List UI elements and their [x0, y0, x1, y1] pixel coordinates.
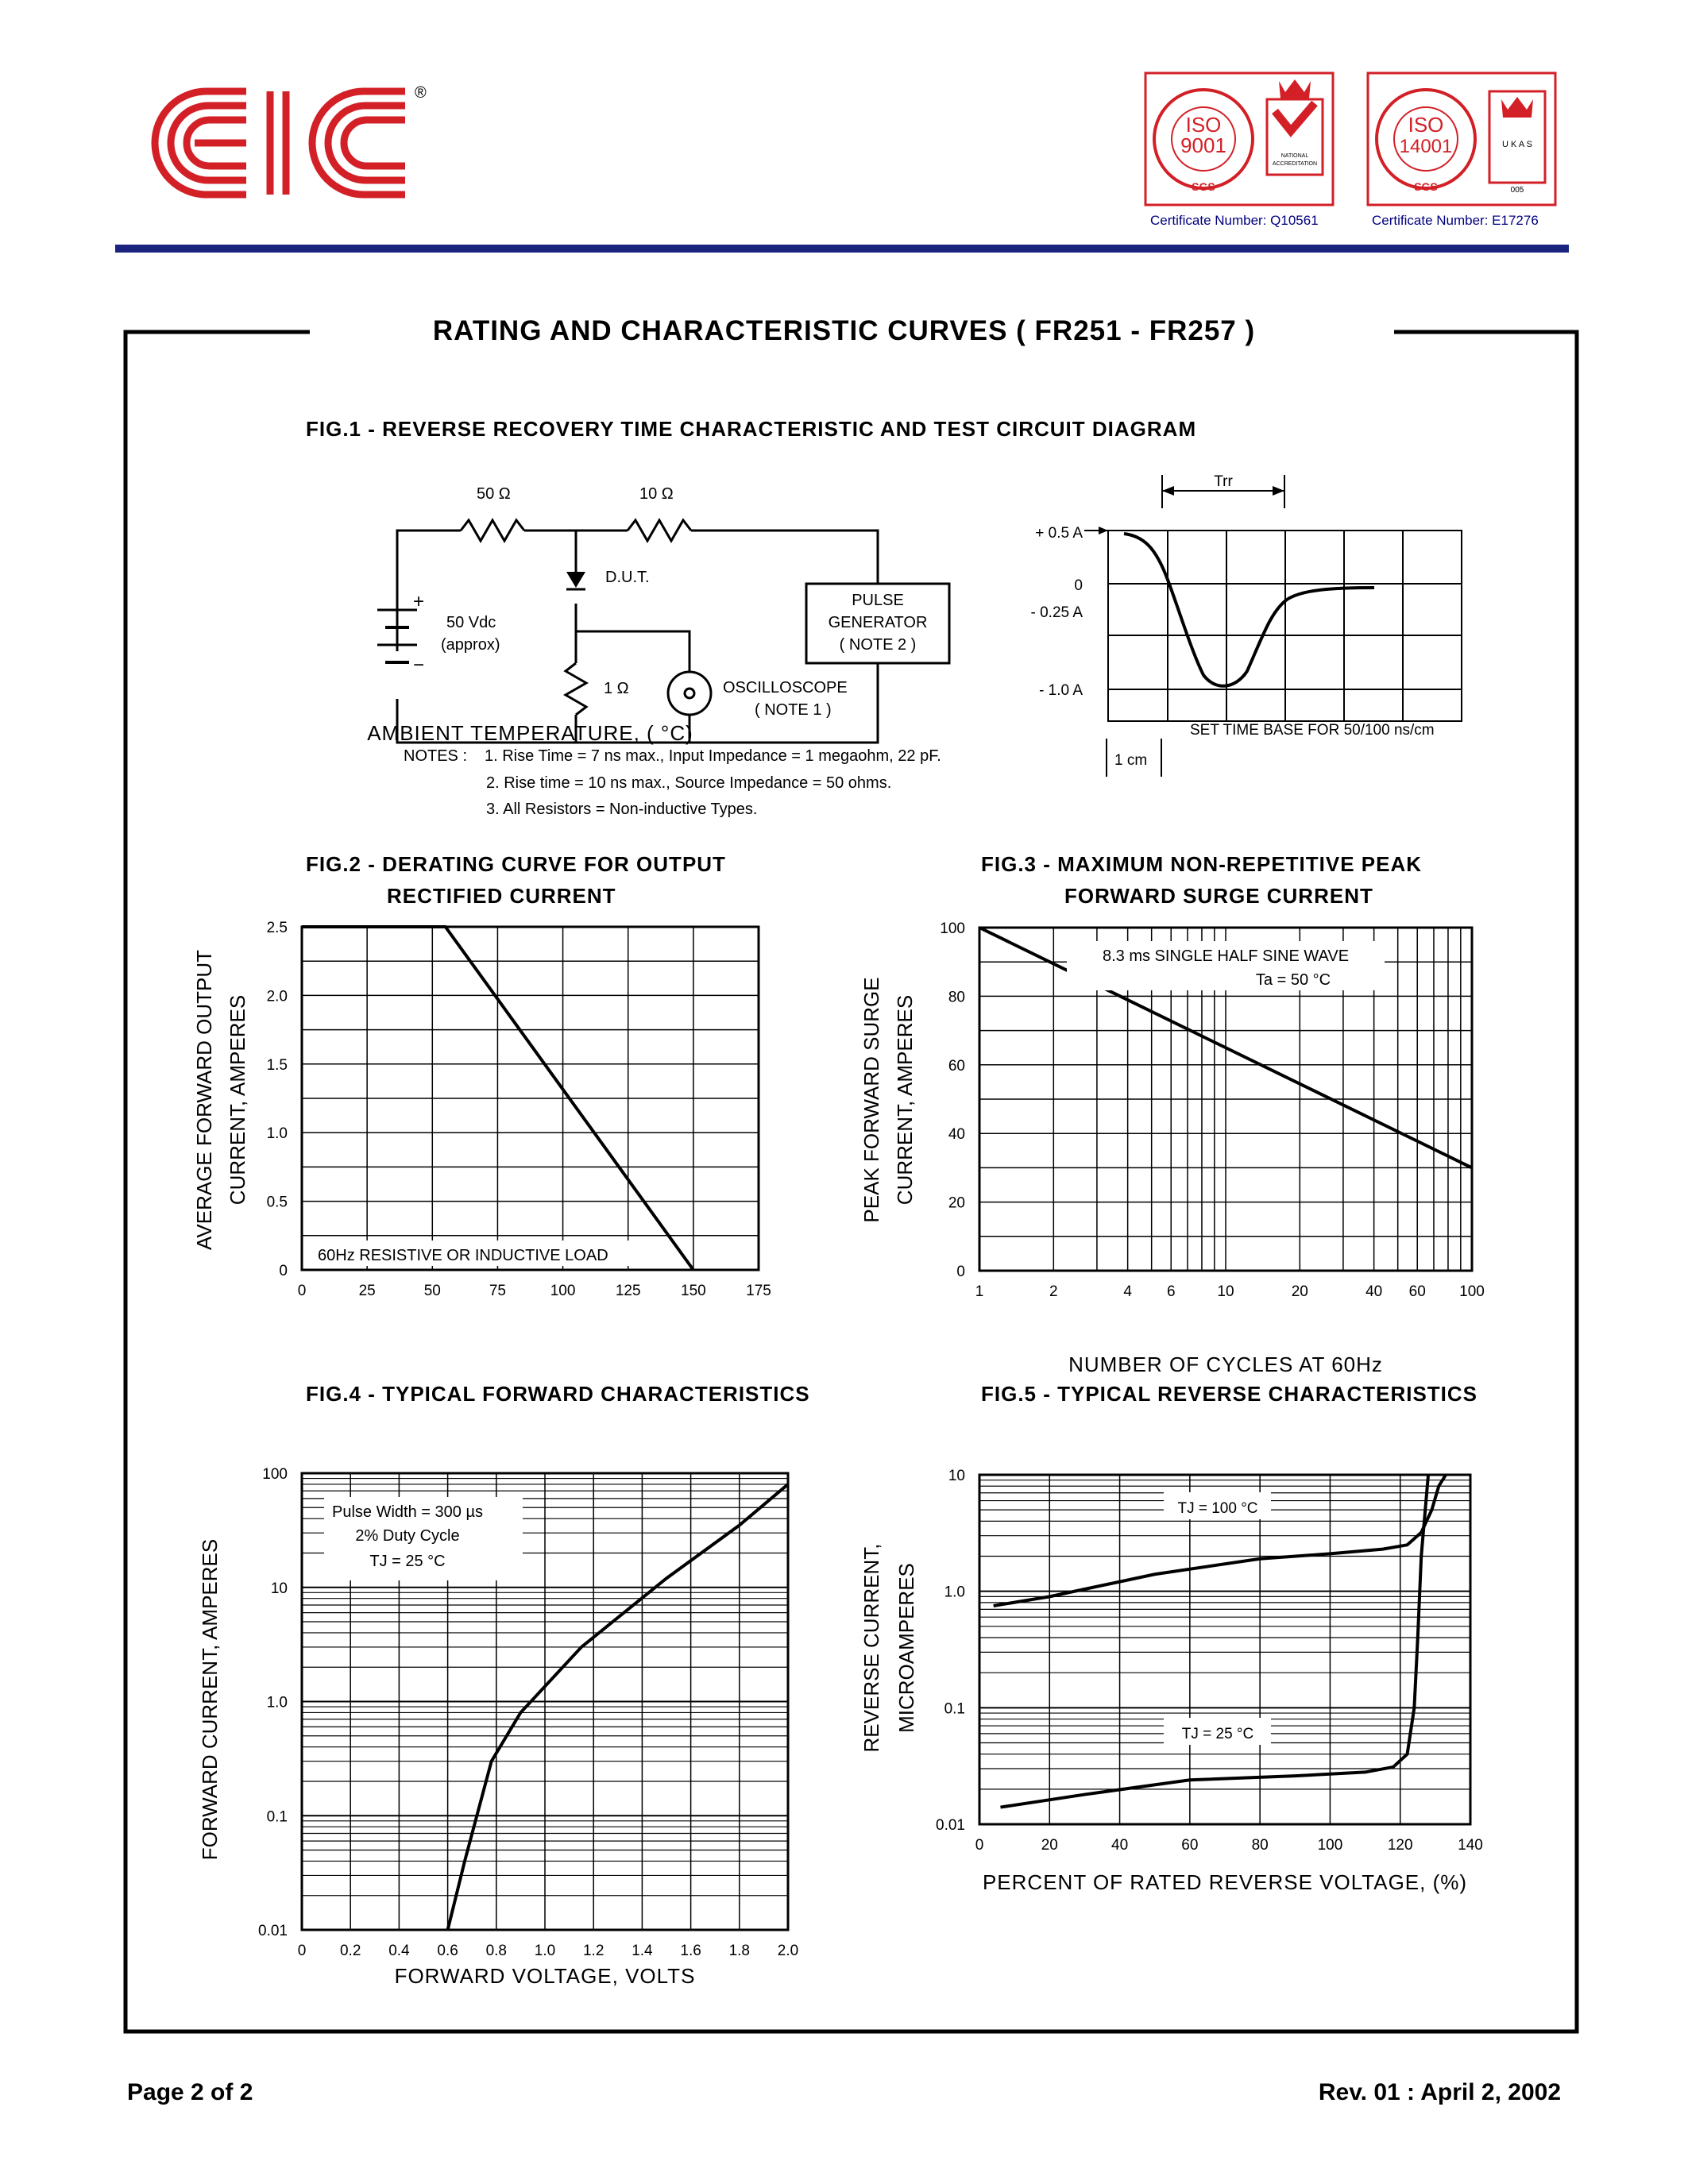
fig4-annotation: 2% Duty Cycle — [355, 1527, 460, 1545]
fig4-x-tick-label: 1.4 — [632, 1943, 653, 1959]
fig3-y-tick-label: 80 — [948, 989, 965, 1006]
fig4-x-tick-label: 1.8 — [728, 1943, 751, 1959]
page-title: RATING AND CHARACTERISTIC CURVES ( FR251 - FR257 ) — [432, 315, 1256, 346]
fig5-series-label: TJ = 100 °C — [1177, 1500, 1258, 1517]
fig2-y-tick-label: 2.5 — [266, 920, 288, 936]
trr-label: Trr — [1214, 473, 1233, 490]
fig3-y-tick-label: 100 — [940, 920, 965, 937]
fig3-x-tick-label: 100 — [1459, 1283, 1485, 1300]
fig4-y-tick-label: 1.0 — [266, 1694, 288, 1711]
sgs-label: SGS — [1414, 180, 1438, 193]
fig3-y-tick-label: 60 — [948, 1057, 965, 1075]
fig4-x-tick-label: 0.6 — [437, 1943, 458, 1959]
fig3-y-tick-label: 40 — [948, 1126, 965, 1144]
fig5-y-tick-label: 1.0 — [944, 1584, 965, 1601]
notes-label: NOTES : — [404, 747, 468, 765]
sgs-label: SGS — [1192, 180, 1215, 193]
fig4-x-tick-label: 1.2 — [582, 1943, 605, 1959]
fig3-title-line2: FORWARD SURGE CURRENT — [1064, 884, 1373, 908]
fig5-x-axis-label: PERCENT OF RATED REVERSE VOLTAGE, (%) — [982, 1870, 1468, 1894]
plus-sign: + — [413, 591, 425, 612]
wave-label-pos: + 0.5 A — [1035, 525, 1083, 542]
fig3-annotation: Ta = 50 °C — [1255, 971, 1331, 989]
fig2-y-tick-label: 0.5 — [266, 1194, 288, 1211]
fig4-annotation: Pulse Width = 300 µs — [332, 1503, 483, 1521]
fig2-annotation: 60Hz RESISTIVE OR INDUCTIVE LOAD — [318, 1247, 608, 1264]
svg-text:U K A S: U K A S — [1502, 140, 1532, 149]
fig5-y-tick-label: 0.01 — [936, 1817, 965, 1834]
r1-label: 50 Ω — [477, 485, 511, 503]
cm-label: 1 cm — [1114, 752, 1148, 769]
wave-label-zero: 0 — [1074, 577, 1083, 594]
fig2-y-tick-label: 0 — [279, 1263, 288, 1279]
fig4-y-tick-label: 0.1 — [266, 1808, 288, 1826]
note-1: 1. Rise Time = 7 ns max., Input Impedance = 1 megaohm, 22 pF. — [485, 747, 941, 765]
battery-approx: (approx) — [441, 636, 500, 654]
timebase-label: SET TIME BASE FOR 50/100 ns/cm — [1190, 722, 1435, 739]
fig5-x-tick-label: 80 — [1251, 1837, 1269, 1854]
iso-label: ISO — [1408, 113, 1444, 137]
fig2-y-axis-label: CURRENT, AMPERES — [226, 994, 249, 1206]
fig3-y-tick-label: 0 — [956, 1264, 965, 1280]
fig3-x-tick-label: 4 — [1123, 1283, 1132, 1300]
fig3-x-tick-label: 20 — [1291, 1283, 1308, 1300]
fig5-y-axis-label: MICROAMPERES — [894, 1563, 918, 1733]
fig2-x-tick-label: 125 — [615, 1283, 641, 1299]
certificate-number-left: Certificate Number: Q10561 — [1150, 213, 1319, 228]
page-number: Page 2 of 2 — [127, 2079, 253, 2105]
wave-label-neg025: - 0.25 A — [1030, 604, 1083, 621]
fig5-series-label: TJ = 25 °C — [1181, 1726, 1254, 1742]
fig2-y-tick-label: 1.0 — [266, 1125, 288, 1143]
fig5-x-tick-label: 100 — [1317, 1837, 1343, 1854]
registered-mark: ® — [415, 84, 427, 102]
fig5-x-tick-label: 0 — [975, 1837, 984, 1854]
fig4-x-tick-label: 1.0 — [534, 1943, 556, 1959]
iso-label: ISO — [1185, 113, 1222, 137]
fig2-x-tick-label: 50 — [423, 1283, 441, 1299]
fig3-x-tick-label: 2 — [1049, 1283, 1058, 1300]
fig3-y-axis-label: CURRENT, AMPERES — [893, 994, 917, 1206]
fig3-x-tick-label: 40 — [1365, 1283, 1383, 1300]
pulse-label: PULSE — [852, 592, 904, 609]
fig4-y-tick-label: 0.01 — [258, 1923, 288, 1939]
note-3: 3. All Resistors = Non-inductive Types. — [486, 801, 758, 818]
fig2-x-tick-label: 175 — [746, 1283, 771, 1299]
fig4-x-tick-label: 1.6 — [680, 1943, 701, 1959]
fig2-y-tick-label: 2.0 — [266, 988, 288, 1005]
fig3-x-tick-label: 10 — [1217, 1283, 1234, 1300]
fig5-y-tick-label: 10 — [948, 1468, 965, 1484]
fig3-y-tick-label: 20 — [948, 1194, 965, 1212]
svg-text:ACCREDITATION: ACCREDITATION — [1272, 161, 1318, 167]
fig3-x-axis-label: NUMBER OF CYCLES AT 60Hz — [1068, 1352, 1383, 1376]
note-2: 2. Rise time = 10 ns max., Source Impedance = 50 ohms. — [486, 774, 892, 792]
fig1-title: FIG.1 - REVERSE RECOVERY TIME CHARACTERISTIC AND TEST CIRCUIT DIAGRAM — [306, 417, 1197, 441]
oscilloscope-label: OSCILLOSCOPE — [723, 679, 848, 696]
fig3-x-tick-label: 6 — [1166, 1283, 1176, 1300]
fig4-x-axis-label: FORWARD VOLTAGE, VOLTS — [394, 1964, 696, 1988]
fig2-y-tick-label: 1.5 — [266, 1056, 288, 1074]
fig5-x-tick-label: 20 — [1041, 1837, 1058, 1854]
fig4-x-tick-label: 0.4 — [388, 1943, 410, 1959]
fig4-annotation: TJ = 25 °C — [369, 1553, 446, 1570]
revision-date: Rev. 01 : April 2, 2002 — [1318, 2079, 1561, 2105]
r3-label: 1 Ω — [604, 680, 629, 697]
note1-ref: ( NOTE 1 ) — [755, 701, 832, 719]
ukas-text: NATIONAL — [1280, 153, 1309, 159]
battery-voltage: 50 Vdc — [446, 614, 496, 631]
note2-ref: ( NOTE 2 ) — [839, 636, 917, 654]
fig5-y-axis-label: REVERSE CURRENT, — [859, 1543, 883, 1753]
fig2-y-axis-label: AVERAGE FORWARD OUTPUT — [192, 950, 216, 1250]
fig4-y-tick-label: 100 — [262, 1466, 288, 1483]
fig2-title-line2: RECTIFIED CURRENT — [387, 884, 616, 908]
fig2-x-tick-label: 150 — [681, 1283, 706, 1299]
iso-number: 9001 — [1180, 133, 1226, 157]
fig2-x-axis-label: AMBIENT TEMPERATURE, ( °C) — [367, 721, 693, 745]
certificate-number-right: Certificate Number: E17276 — [1372, 213, 1539, 228]
fig2-x-tick-label: 75 — [489, 1283, 506, 1299]
fig4-y-tick-label: 10 — [270, 1580, 288, 1597]
fig2-x-tick-label: 25 — [358, 1283, 376, 1299]
fig5-title: FIG.5 - TYPICAL REVERSE CHARACTERISTICS — [981, 1382, 1478, 1406]
fig3-title: FIG.3 - MAXIMUM NON-REPETITIVE PEAK — [981, 852, 1423, 876]
fig3-annotation: 8.3 ms SINGLE HALF SINE WAVE — [1102, 947, 1350, 965]
ukas-code: 005 — [1510, 186, 1524, 195]
fig5-x-tick-label: 40 — [1111, 1837, 1129, 1854]
fig5-x-tick-label: 120 — [1387, 1837, 1413, 1854]
minus-sign: − — [413, 654, 425, 676]
fig4-x-tick-label: 0.8 — [485, 1943, 508, 1959]
iso-number: 14001 — [1399, 136, 1453, 157]
fig3-x-tick-label: 1 — [975, 1283, 984, 1300]
fig5-y-tick-label: 0.1 — [944, 1700, 965, 1718]
fig5-series-line — [1000, 1475, 1428, 1808]
fig3-x-tick-label: 60 — [1408, 1283, 1426, 1300]
fig4-x-tick-label: 0 — [297, 1943, 307, 1959]
dut-label: D.U.T. — [605, 569, 650, 586]
r2-label: 10 Ω — [639, 485, 674, 503]
fig4-x-tick-label: 2.0 — [777, 1943, 799, 1959]
fig4-x-tick-label: 0.2 — [339, 1943, 361, 1959]
wave-label-neg1: - 1.0 A — [1039, 682, 1083, 699]
fig5-x-tick-label: 140 — [1458, 1837, 1483, 1854]
fig4-title: FIG.4 - TYPICAL FORWARD CHARACTERISTICS — [306, 1382, 810, 1406]
fig2-x-tick-label: 100 — [550, 1283, 576, 1299]
fig2-title: FIG.2 - DERATING CURVE FOR OUTPUT — [306, 852, 726, 876]
fig4-y-axis-label: FORWARD CURRENT, AMPERES — [198, 1538, 222, 1861]
generator-label: GENERATOR — [828, 614, 928, 631]
fig2-x-tick-label: 0 — [297, 1283, 307, 1299]
fig5-x-tick-label: 60 — [1181, 1837, 1199, 1854]
fig5-plot-frame — [979, 1475, 1470, 1824]
fig3-y-axis-label: PEAK FORWARD SURGE — [859, 977, 883, 1223]
